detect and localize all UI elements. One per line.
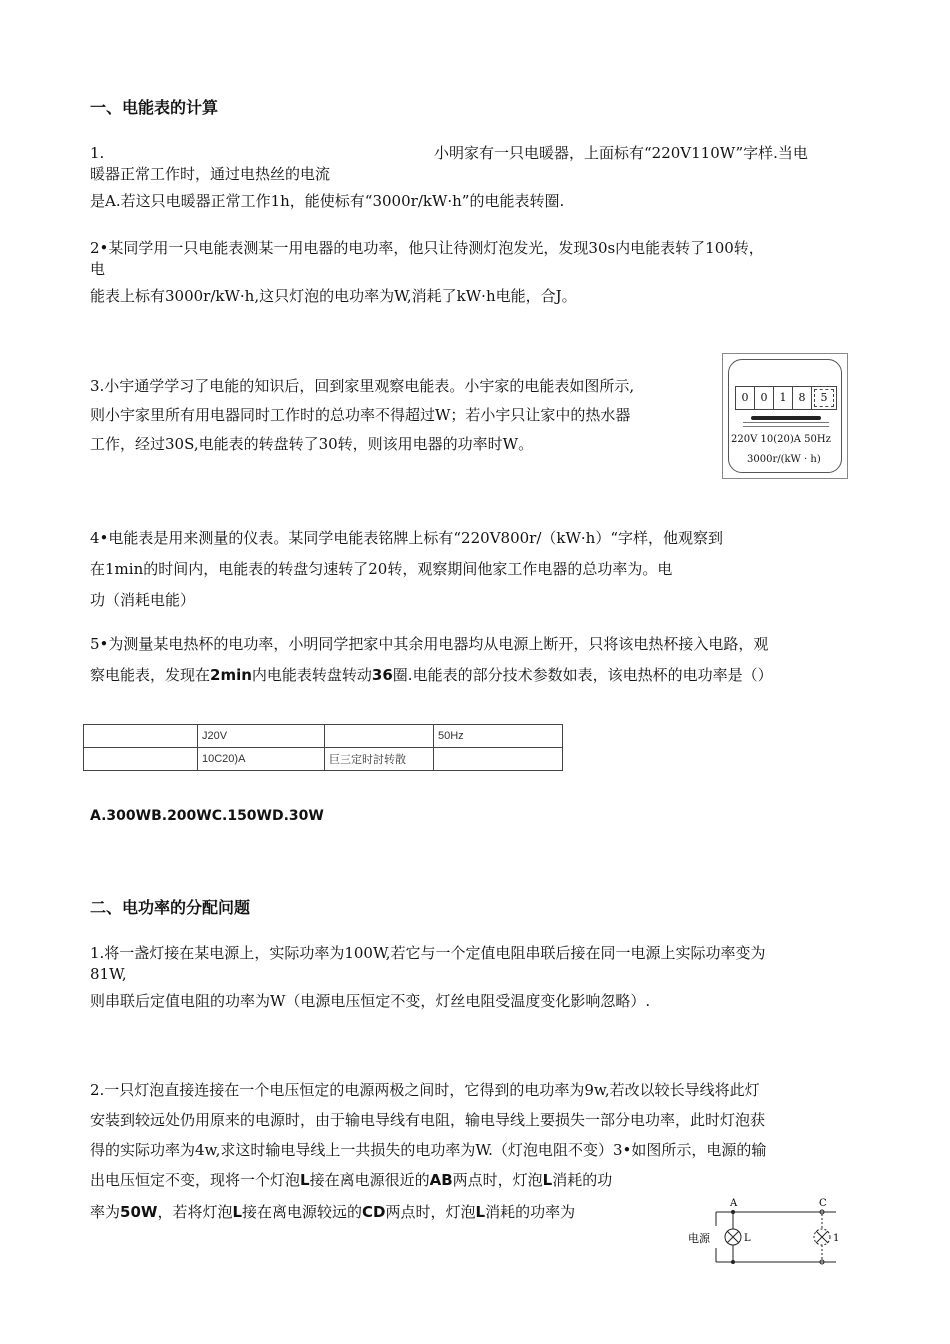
s2-q1-line3: 则串联后定值电阻的功率为W（电源电压恒定不变，灯丝电阻受温度变化影响忽略）. [90,992,651,1010]
circuit-diagram [686,1196,846,1268]
meter-digit: 1 [774,387,793,409]
q5-options: A.300WB.200WC.150WD.30W [90,808,324,824]
table-cell: 巨三定时討转散 [325,748,434,771]
table-row [84,725,563,748]
meter-digit: 0 [755,387,774,409]
q4-line2: 在1min的时间内，电能表的转盘匀速转了20转，观察期间他家工作电器的总功率为。电 [90,560,673,578]
s2-q2-line2: 安装到较远处仍用原来的电源时，由于输电导线有电阻，输电导线上要损失一部分电功率，此时灯泡获 [90,1111,766,1129]
meter-digits [735,386,837,410]
table-cell: 50Hz [434,725,563,748]
text: 率为 [90,1203,121,1221]
meter-disc-icon [751,416,821,420]
circuit-label-c: C [819,1198,827,1209]
s2-q2-line3: 得的实际功率为4w,求这时输电导线上一共损失的电功率为W.（灯泡电阻不变）3•如图所示，电源的输 [90,1141,767,1159]
circuit-label-a: A [730,1198,738,1209]
text: 消耗的功率为 [485,1203,576,1221]
section2-title: 二、电功率的分配问题 [90,898,251,917]
meter-rate: 3000r/(kW · h) [747,454,821,465]
q2-line1: 2•某同学用一只电能表测某一用电器的电功率，他只让待测灯泡发光，发现30s内电能表转了100转， [90,239,764,257]
q5-text: 圈.电能表的部分技术参数如表，该电热杯的电功率是（） [392,666,773,684]
meter-params-table [83,724,563,771]
point-label: AB [429,1171,453,1189]
q5-text: 内电能表转盘转动 [251,666,372,684]
q5-line2 [90,665,773,685]
s2-q1-line2: 81W, [90,965,127,983]
meter-digit: 0 [736,387,755,409]
q3-line1: 3.小宇通学学习了电能的知识后，回到家里观察电能表。小宇家的电能表如图所示, [90,377,635,395]
meter-face [728,359,842,473]
point-label: CD [362,1203,386,1221]
lamp-label: L [232,1203,243,1221]
text: 两点时，灯泡 [452,1171,543,1189]
text: ，若将灯泡 [157,1203,233,1221]
table-row [84,748,563,771]
s2-q2-line1: 2.一只灯泡直接连接在一个电压恒定的电源两极之间时，它得到的电功率为9w,若改以较长导线将此灯 [90,1081,760,1099]
q3-line2: 则小宇家里所有用电器同时工作时的总功率不得超过W；若小宇只让家中的热水器 [90,406,631,424]
text: 接在离电源很近的 [309,1171,430,1189]
q4-line1: 4•电能表是用来测量的仪表。某同学电能表铭牌上标有“220V800r/（kW·h）“字样，他观察到 [90,529,723,547]
q2-line3: 能表上标有3000r/kW·h,这只灯泡的电功率为W,消耗了kW·h电能，合J。 [90,287,577,305]
text: 消耗的功 [552,1171,613,1189]
text: 出电压恒定不变，现将一个灯泡 [90,1171,301,1189]
electric-meter-figure [722,353,848,479]
lamp-label: L [300,1171,310,1189]
meter-digit: 8 [793,387,812,409]
table-cell [84,725,198,748]
power-value: 50W [120,1203,158,1221]
s2-q1-line1: 1.将一盏灯接在某电源上，实际功率为100W,若它与一个定值电阻串联后接在同一电源上实际功率变为 [90,944,766,962]
circuit-lamp2-label: 1 [833,1233,840,1244]
q1-number: 1. [90,144,105,162]
circuit-source-label: 电源 [688,1232,710,1245]
q5-turns: 36 [371,666,393,684]
meter-digit-decimal: 5 [814,389,834,407]
q1-line3: 是A.若这只电暖器正常工作1h，能使标有“3000r/kW·h”的电能表转圈. [90,192,565,210]
meter-spec: 220V 10(20)A 50Hz [731,434,831,445]
table-cell: 10C20)A [198,748,325,771]
q3-line3: 工作，经过30S,电能表的转盘转了30转，则该用电器的功率时W。 [90,435,534,453]
meter-disc-rim [743,422,829,427]
lamp-label: L [542,1171,553,1189]
q5-time: 2min [210,666,252,684]
table-cell: J20V [198,725,325,748]
section1-title: 一、电能表的计算 [90,98,219,117]
lamp-label: L [475,1203,486,1221]
q4-line3: 功（消耗电能） [90,591,196,609]
q1-line2: 暖器正常工作时，通过电热丝的电流 [90,165,331,183]
table-cell [434,748,563,771]
circuit-lamp1-label: L [744,1233,751,1244]
q2-line2: 电 [90,260,106,278]
s2-q2-line5 [90,1202,575,1222]
q5-line1: 5•为测量某电热杯的电功率，小明同学把家中其余用电器均从电源上断开，只将该电热杯接入电路，观 [90,635,769,653]
table-cell [325,725,434,748]
q5-text: 察电能表，发现在 [90,666,211,684]
table-cell [84,748,198,771]
q1-line1: 小明家有一只电暖器，上面标有“220V110W”字样.当电 [434,144,808,162]
text: 接在离电源较远的 [242,1203,363,1221]
text: 两点时，灯泡 [385,1203,476,1221]
s2-q2-line4 [90,1170,612,1190]
